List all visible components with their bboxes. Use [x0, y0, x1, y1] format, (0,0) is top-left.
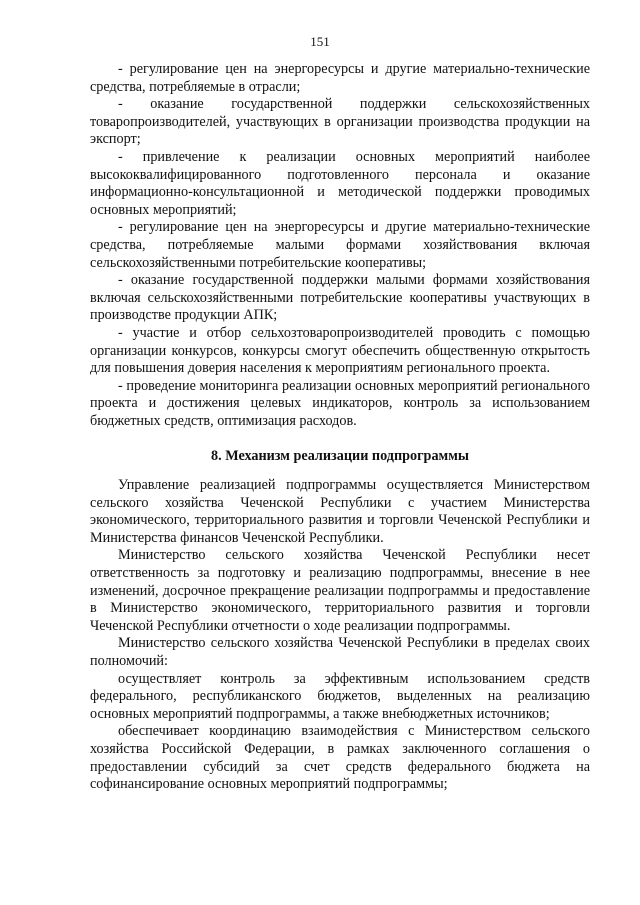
list-item: - привлечение к реализации основных мероприятий наиболее высококвалифицированного подготовленного персонала и оказание информационно-консультационной и методической поддержки проводимых основных мероприятий; — [90, 148, 590, 218]
document-body — [90, 61, 590, 794]
body-paragraph: Управление реализацией подпрограммы осуществляется Министерством сельского хозяйства Чеченской Республики с участием Министерства экономического, территориального развития и торговли Чеченской Республики и Министерства финансов Чеченской Республики. — [90, 477, 590, 546]
list-item: - участие и отбор сельхозтоваропроизводителей проводить с помощью организации конкурсов, конкурсы смогут обеспечить общественную открытость для повышения доверия населения к мероприятиям регионального проекта. — [90, 324, 590, 377]
section-heading: 8. Механизм реализации подпрограммы — [211, 448, 469, 465]
body-paragraph: обеспечивает координацию взаимодействия с Министерством сельского хозяйства Российской Федерации, в рамках заключенного соглашения о предоставлении субсидий за счет средств федерального бюджета на софинансирование основных мероприятий подпрограммы; — [90, 723, 590, 793]
list-item: - оказание государственной поддержки сельскохозяйственных товаропроизводителей, участвующих в организации производства продукции на экспорт; — [90, 96, 590, 148]
page-number: 151 — [310, 34, 330, 49]
list-item: - регулирование цен на энергоресурсы и другие материально-технические средства, потребляемые малыми формами хозяйствования включая сельскохозяйственными потребительские кооперативы; — [90, 219, 590, 271]
body-paragraph: осуществляет контроль за эффективным использованием средств федерального, республиканского бюджетов, выделенных на реализацию основных мероприятий подпрограммы, а также внебюджетных источников; — [90, 670, 590, 722]
list-item: - регулирование цен на энергоресурсы и другие материально-технические средства, потребляемые в отрасли; — [90, 61, 590, 95]
body-paragraph: Министерство сельского хозяйства Чеченской Республики в пределах своих полномочий: — [90, 635, 590, 669]
list-item: - проведение мониторинга реализации основных мероприятий регионального проекта и достижения целевых индикаторов, контроль за использованием бюджетных средств, оптимизация расходов. — [90, 377, 590, 429]
list-item: - оказание государственной поддержки малыми формами хозяйствования включая сельскохозяйственными потребительские кооперативы участвующих в производстве продукции АПК; — [90, 272, 590, 324]
body-paragraph: Министерство сельского хозяйства Чеченской Республики несет ответственность за подготовку и реализацию подпрограммы, внесение в нее изменений, досрочное прекращение реализации подпрограммы и предоставление в Министерство экономического, территориального развития и торговли Чеченской Республики отчетности о ходе реализации подпрограммы. — [90, 547, 590, 634]
